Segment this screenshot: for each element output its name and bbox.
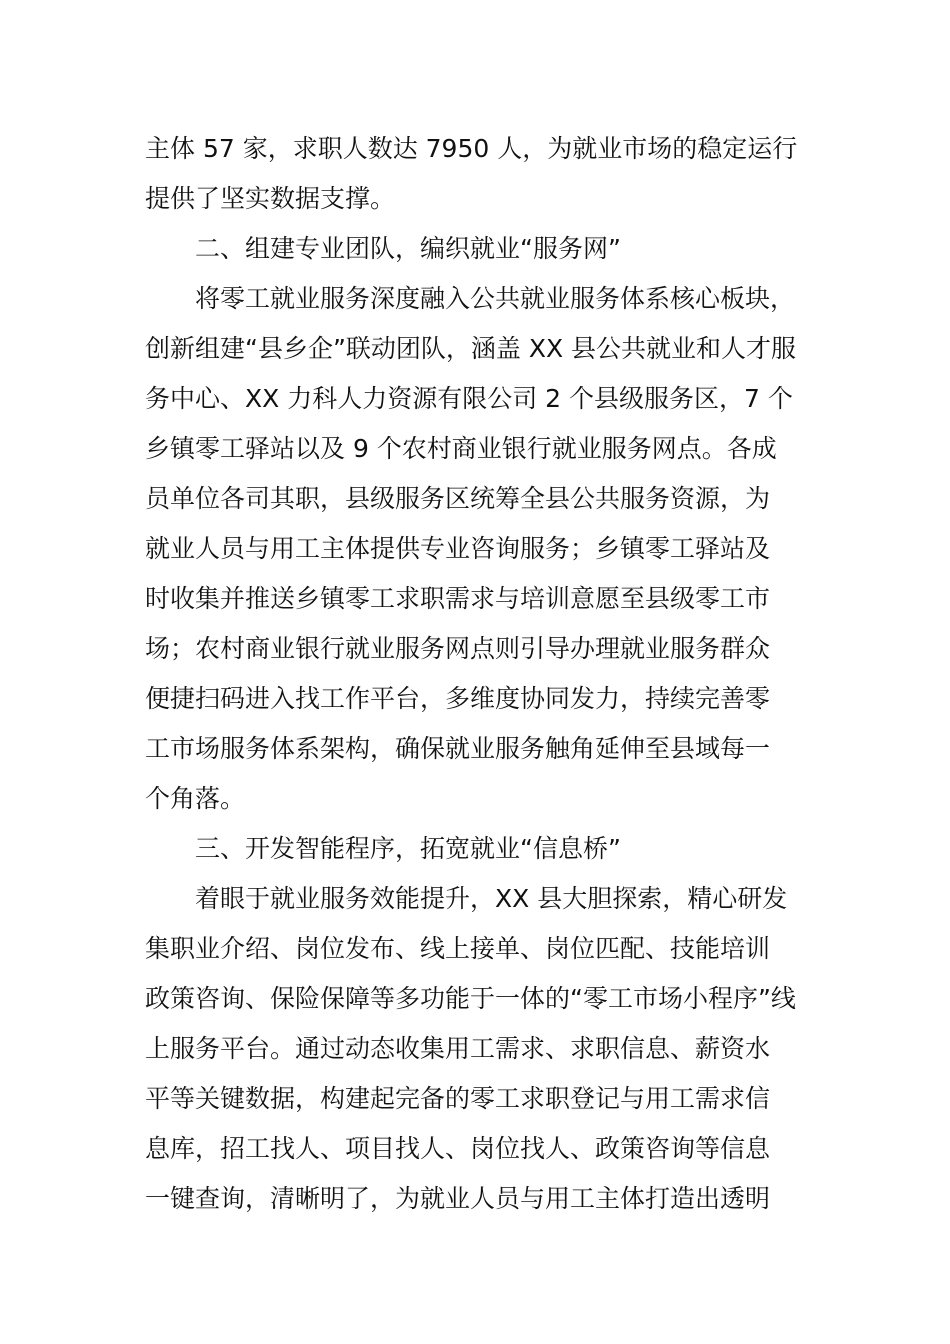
text-line: 个角落。 [145, 784, 246, 813]
text-line: 创新组建“县乡企”联动团队，涵盖 XX 县公共就业和人才服 [145, 334, 797, 363]
text-line: 主体 57 家，求职人数达 7950 人，为就业市场的稳定运行 [145, 134, 798, 163]
text-line: 政策咨询、保险保障等多功能于一体的“零工市场小程序”线 [145, 984, 796, 1013]
text-line: 平等关键数据，构建起完备的零工求职登记与用工需求信 [145, 1084, 771, 1113]
section-heading: 三、开发智能程序，拓宽就业“信息桥” [195, 834, 621, 863]
text-line: 提供了坚实数据支撑。 [145, 184, 396, 213]
text-line: 就业人员与用工主体提供专业咨询服务；乡镇零工驿站及 [145, 534, 771, 563]
text-line: 时收集并推送乡镇零工求职需求与培训意愿至县级零工市 [145, 584, 771, 613]
text-line: 将零工就业服务深度融入公共就业服务体系核心板块， [195, 284, 796, 313]
text-line: 场；农村商业银行就业服务网点则引导办理就业服务群众 [145, 634, 771, 663]
text-line: 乡镇零工驿站以及 9 个农村商业银行就业服务网点。各成 [145, 434, 777, 463]
text-line: 上服务平台。通过动态收集用工需求、求职信息、薪资水 [145, 1034, 771, 1063]
text-line: 集职业介绍、岗位发布、线上接单、岗位匹配、技能培训 [145, 934, 771, 963]
section-heading: 二、组建专业团队，编织就业“服务网” [195, 234, 621, 263]
text-line: 息库，招工找人、项目找人、岗位找人、政策咨询等信息 [145, 1134, 771, 1163]
text-line: 务中心、XX 力科人力资源有限公司 2 个县级服务区，7 个 [145, 384, 793, 413]
text-line: 工市场服务体系架构，确保就业服务触角延伸至县域每一 [145, 734, 771, 763]
text-line: 便捷扫码进入找工作平台，多维度协同发力，持续完善零 [145, 684, 771, 713]
text-line: 一键查询，清晰明了，为就业人员与用工主体打造出透明 [145, 1184, 771, 1213]
text-line: 员单位各司其职，县级服务区统筹全县公共服务资源，为 [145, 484, 771, 513]
text-line: 着眼于就业服务效能提升，XX 县大胆探索，精心研发 [195, 884, 788, 913]
body-text [145, 124, 825, 1224]
